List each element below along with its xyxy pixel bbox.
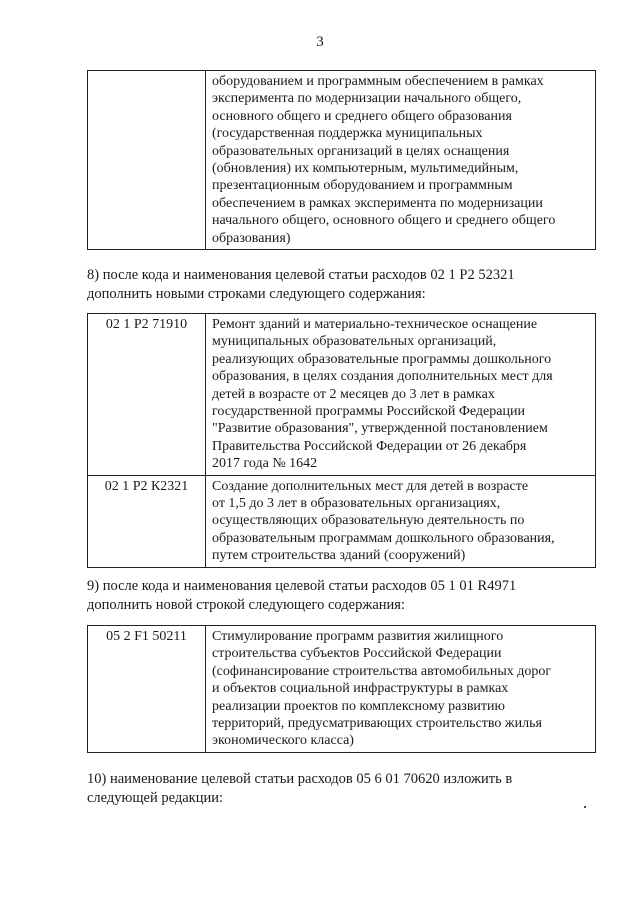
- description-cell: Ремонт зданий и материально-техническое оснащение муниципальных образовательных организаций, реализующих образовательные программы дошкольного образования, в целях создания дополнительных мест для детей в возрасте от 2 месяцев до 3 лет в рамках государственной программы Российской Федерации "Развитие образования", утвержденной постановлением Правительства Российской Федерации от 26 декабря 2017 года № 1642: [212, 317, 553, 472]
- paragraph-10: 10) наименование целевой статьи расходов 05 6 01 70620 изложить в следующей редакции:: [87, 771, 513, 806]
- code-cell: 02 1 Р2 К2321: [88, 476, 206, 567]
- table-row: [88, 314, 595, 475]
- description-cell: Стимулирование программ развития жилищного строительства субъектов Российской Федерации (софинансирование строительства автомобильных дорог и объектов социальной инфраструктуры в рамках реализации проектов по комплексному развитию территорий, предусматривающих строительство жилья экономического класса): [212, 629, 552, 749]
- description-cell: Создание дополнительных мест для детей в возрасте от 1,5 до 3 лет в образовательных организациях, осуществляющих образовательную деятельность по образовательным программам дошкольного образования, путем строительства зданий (сооружений): [212, 478, 555, 564]
- budget-table-new-row: [87, 625, 596, 753]
- paragraph-9: 9) после кода и наименования целевой статьи расходов 05 1 01 R4971 дополнить новой строкой следующего содержания:: [87, 578, 517, 613]
- budget-table-continuation: [87, 70, 596, 250]
- paragraph-8: 8) после кода и наименования целевой статьи расходов 02 1 Р2 52321 дополнить новыми строками следующего содержания:: [87, 267, 515, 302]
- table-row: [88, 475, 595, 567]
- description-cell: оборудованием и программным обеспечением в рамках эксперимента по модернизации начального общего, основного общего и среднего общего образования (государственная поддержка муниципальных образовательных организаций в целях оснащения (обновления) их компьютерным, мультимедийным, презентационным оборудованием и программным обеспечением в рамках эксперимента по модернизации начального общего, основного общего и среднего общего образования): [212, 74, 556, 246]
- table-row: [88, 626, 595, 752]
- budget-table-new-rows: [87, 313, 596, 568]
- table-row: [88, 71, 595, 249]
- code-cell: [88, 71, 206, 249]
- scan-speck: [584, 806, 586, 808]
- code-cell: 02 1 Р2 71910: [88, 314, 206, 475]
- page-number: 3: [316, 34, 324, 50]
- code-cell: 05 2 F1 50211: [88, 626, 206, 752]
